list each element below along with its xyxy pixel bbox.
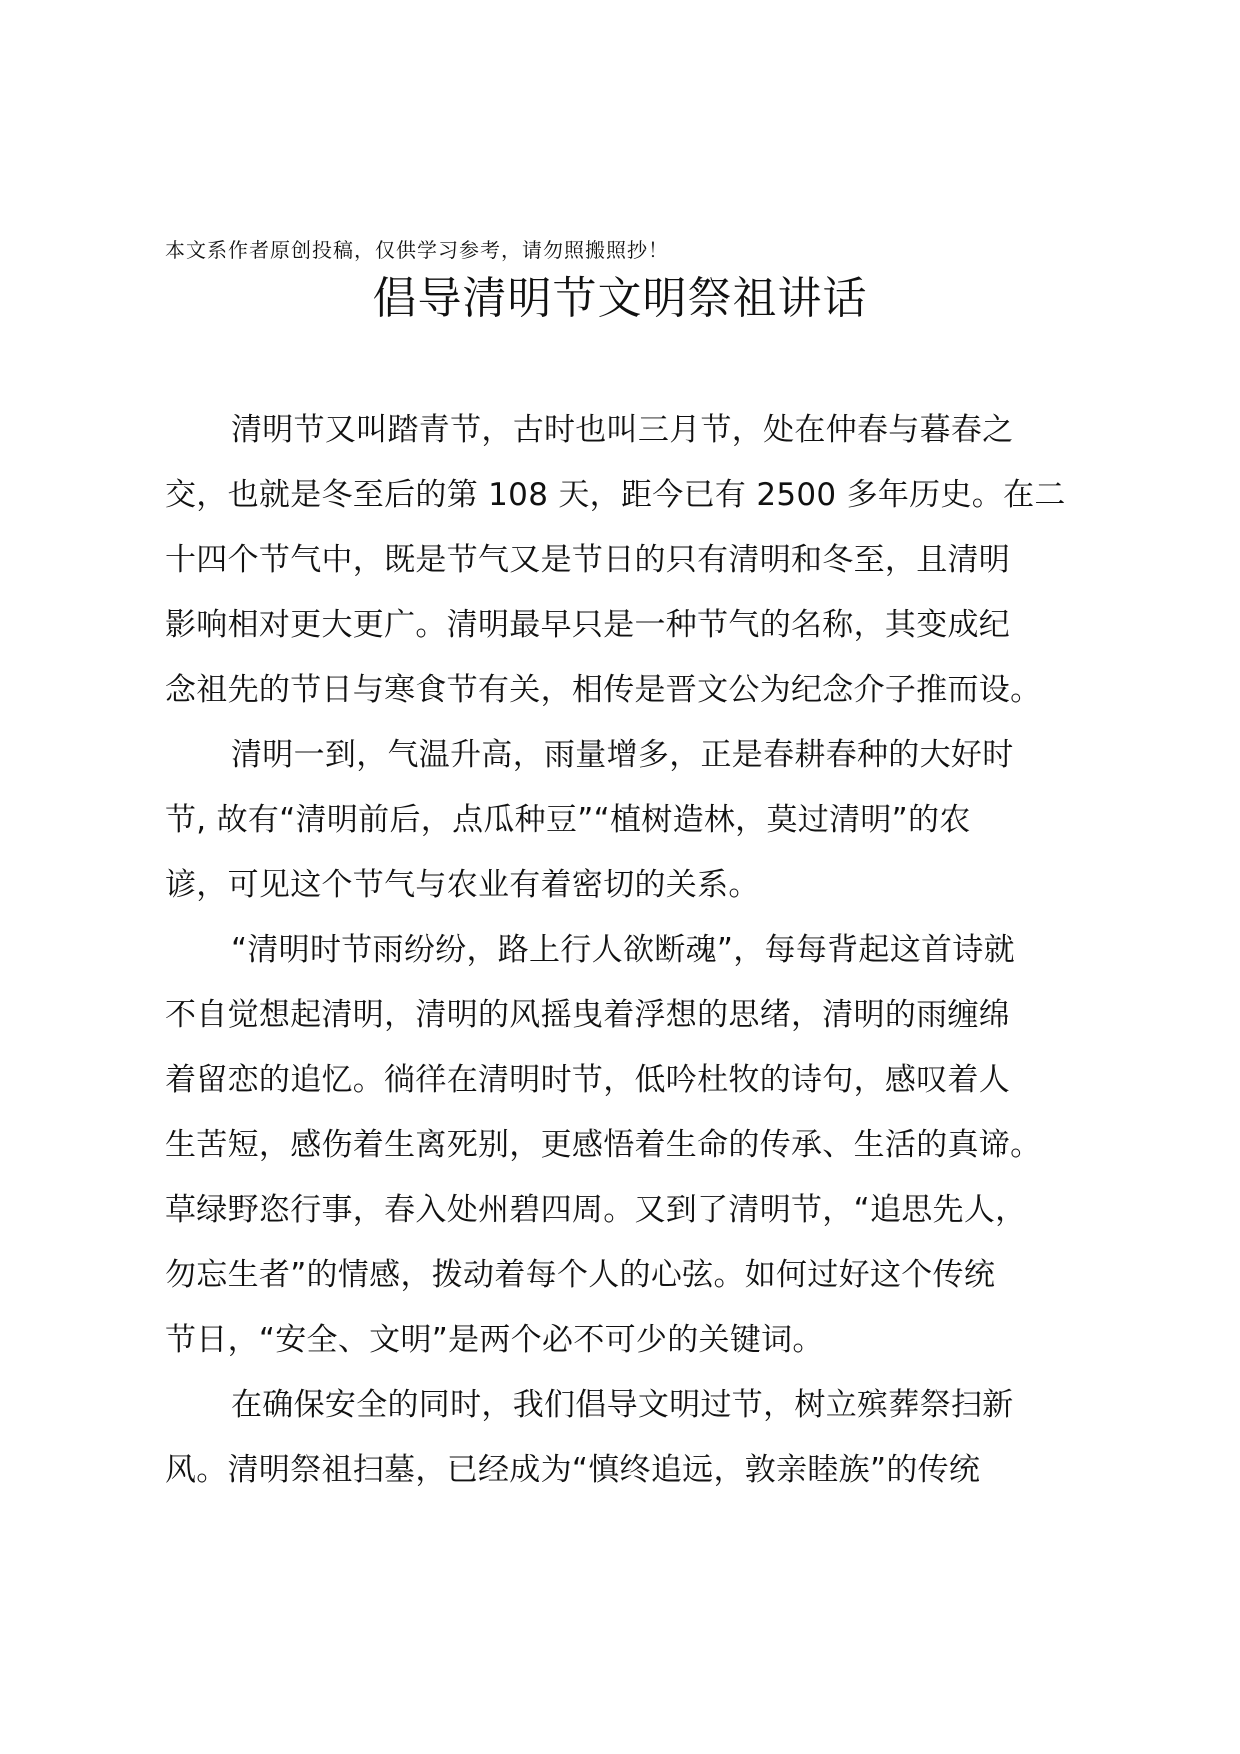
- text-line: 交，也就是冬至后的第 108 天，距今已有 2500 多年历史。在二: [165, 477, 1066, 513]
- text-line: 影响相对更大更广。清明最早只是一种节气的名称，其变成纪: [165, 607, 1011, 643]
- text-line: “清明时节雨纷纷，路上行人欲断魂”，每每背起这首诗就: [231, 932, 1015, 968]
- text-line: 清明一到，气温升高，雨量增多，正是春耕春种的大好时: [231, 737, 1014, 773]
- text-line: 节日，“安全、文明”是两个必不可少的关键词。: [165, 1322, 824, 1358]
- text-line: 生苦短，感伤着生离死别，更感悟着生命的传承、生活的真谛。: [165, 1127, 1042, 1163]
- paragraph-3: [165, 918, 1095, 1373]
- text-line: 谚，可见这个节气与农业有着密切的关系。: [165, 867, 760, 903]
- document-title: 倡导清明节文明祭祖讲话: [372, 273, 868, 324]
- text-line: 节, 故有“清明前后，点瓜种豆”“植树造林，莫过清明”的农: [165, 802, 971, 838]
- text-line: 不自觉想起清明，清明的风摇曳着浮想的思绪，清明的雨缠绵: [165, 997, 1011, 1033]
- text-line: 着留恋的追忆。徜徉在清明时节，低吟杜牧的诗句，感叹着人: [165, 1062, 1011, 1098]
- text-line: 勿忘生者”的情感，拨动着每个人的心弦。如何过好这个传统: [165, 1257, 996, 1293]
- copyright-notice: 本文系作者原创投稿，仅供学习参考，请勿照搬照抄！: [165, 238, 669, 262]
- paragraph-1: [165, 398, 1095, 723]
- text-line: 清明节又叫踏青节，古时也叫三月节，处在仲春与暮春之: [231, 412, 1014, 448]
- text-line: 在确保安全的同时，我们倡导文明过节，树立殡葬祭扫新: [231, 1387, 1014, 1423]
- text-line: 十四个节气中，既是节气又是节日的只有清明和冬至，且清明: [165, 542, 1011, 578]
- text-line: 风。清明祭祖扫墓，已经成为“慎终追远，敦亲睦族”的传统: [165, 1452, 981, 1488]
- document-body: [165, 398, 1095, 1503]
- paragraph-2: [165, 723, 1095, 918]
- text-line: 草绿野恣行事，春入处州碧四周。又到了清明节，“追思先人，: [165, 1192, 1027, 1228]
- text-line: 念祖先的节日与寒食节有关，相传是晋文公为纪念介子推而设。: [165, 672, 1042, 708]
- paragraph-4: [165, 1373, 1095, 1503]
